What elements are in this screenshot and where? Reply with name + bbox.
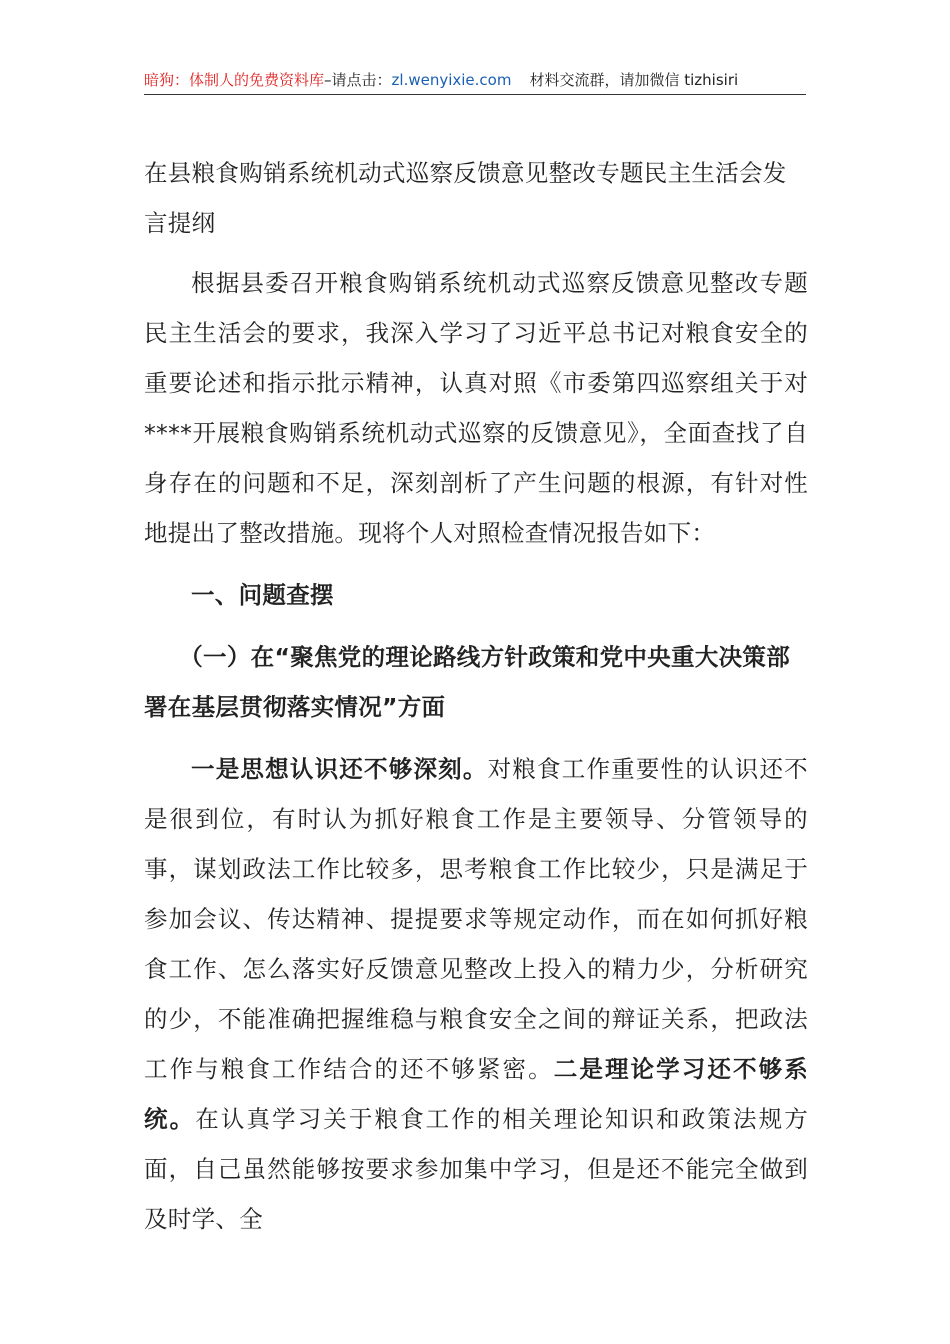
header-url-link[interactable]: zl.wenyixie.com [391, 71, 512, 89]
intro-paragraph: 根据县委召开粮食购销系统机动式巡察反馈意见整改专题民主生活会的要求，我深入学习了习近平总书记对粮食安全的重要论述和指示批示精神，认真对照《市委第四巡察组关于对****开展粮食购销系统机动式巡察的反馈意见》，全面查找了自身存在的问题和不足，深刻剖析了产生问题的根源，有针对性地提出了整改措施。现将个人对照检查情况报告如下： [144, 269, 808, 547]
header-wechat-note: 材料交流群，请加微信 tizhisiri [529, 71, 739, 89]
point2-body: 在认真学习关于粮食工作的相关理论知识和政策法规方面，自己虽然能够按要求参加集中学习，但是还不能完全做到及时学、全 [144, 1105, 808, 1233]
point2-lead: 二是理论学习还不够系统。 [144, 1055, 809, 1133]
point1-body: 对粮食工作重要性的认识还不是很到位，有时认为抓好粮食工作是主要领导、分管领导的事，谋划政法工作比较多，思考粮食工作比较少，只是满足于参加会议、传达精神、提提要求等规定动作，而在如何抓好粮食工作、怎么落实好反馈意见整改上投入的精力少，分析研究的少，不能准确把握维稳与粮食安全之间的辩证关系，把政法工作与粮食工作结合的还不够紧密。 [144, 755, 808, 1083]
header-site-name: 暗狗：体制人的免费资料库 [144, 71, 325, 89]
document-title: 在县粮食购销系统机动式巡察反馈意见整改专题民主生活会发言提纲 [144, 159, 787, 237]
section-heading-problems: 一、问题查摆 [191, 581, 334, 609]
header-click-prompt: –请点击： [324, 71, 392, 89]
point1-lead: 一是思想认识还不够深刻。 [191, 755, 488, 783]
problem-paragraph [144, 744, 808, 1244]
page-header [144, 66, 806, 95]
document-body [144, 148, 808, 1244]
subsection-heading-1: （一）在“聚焦党的理论路线方针政策和党中央重大决策部署在基层贯彻落实情况”方面 [144, 643, 790, 721]
